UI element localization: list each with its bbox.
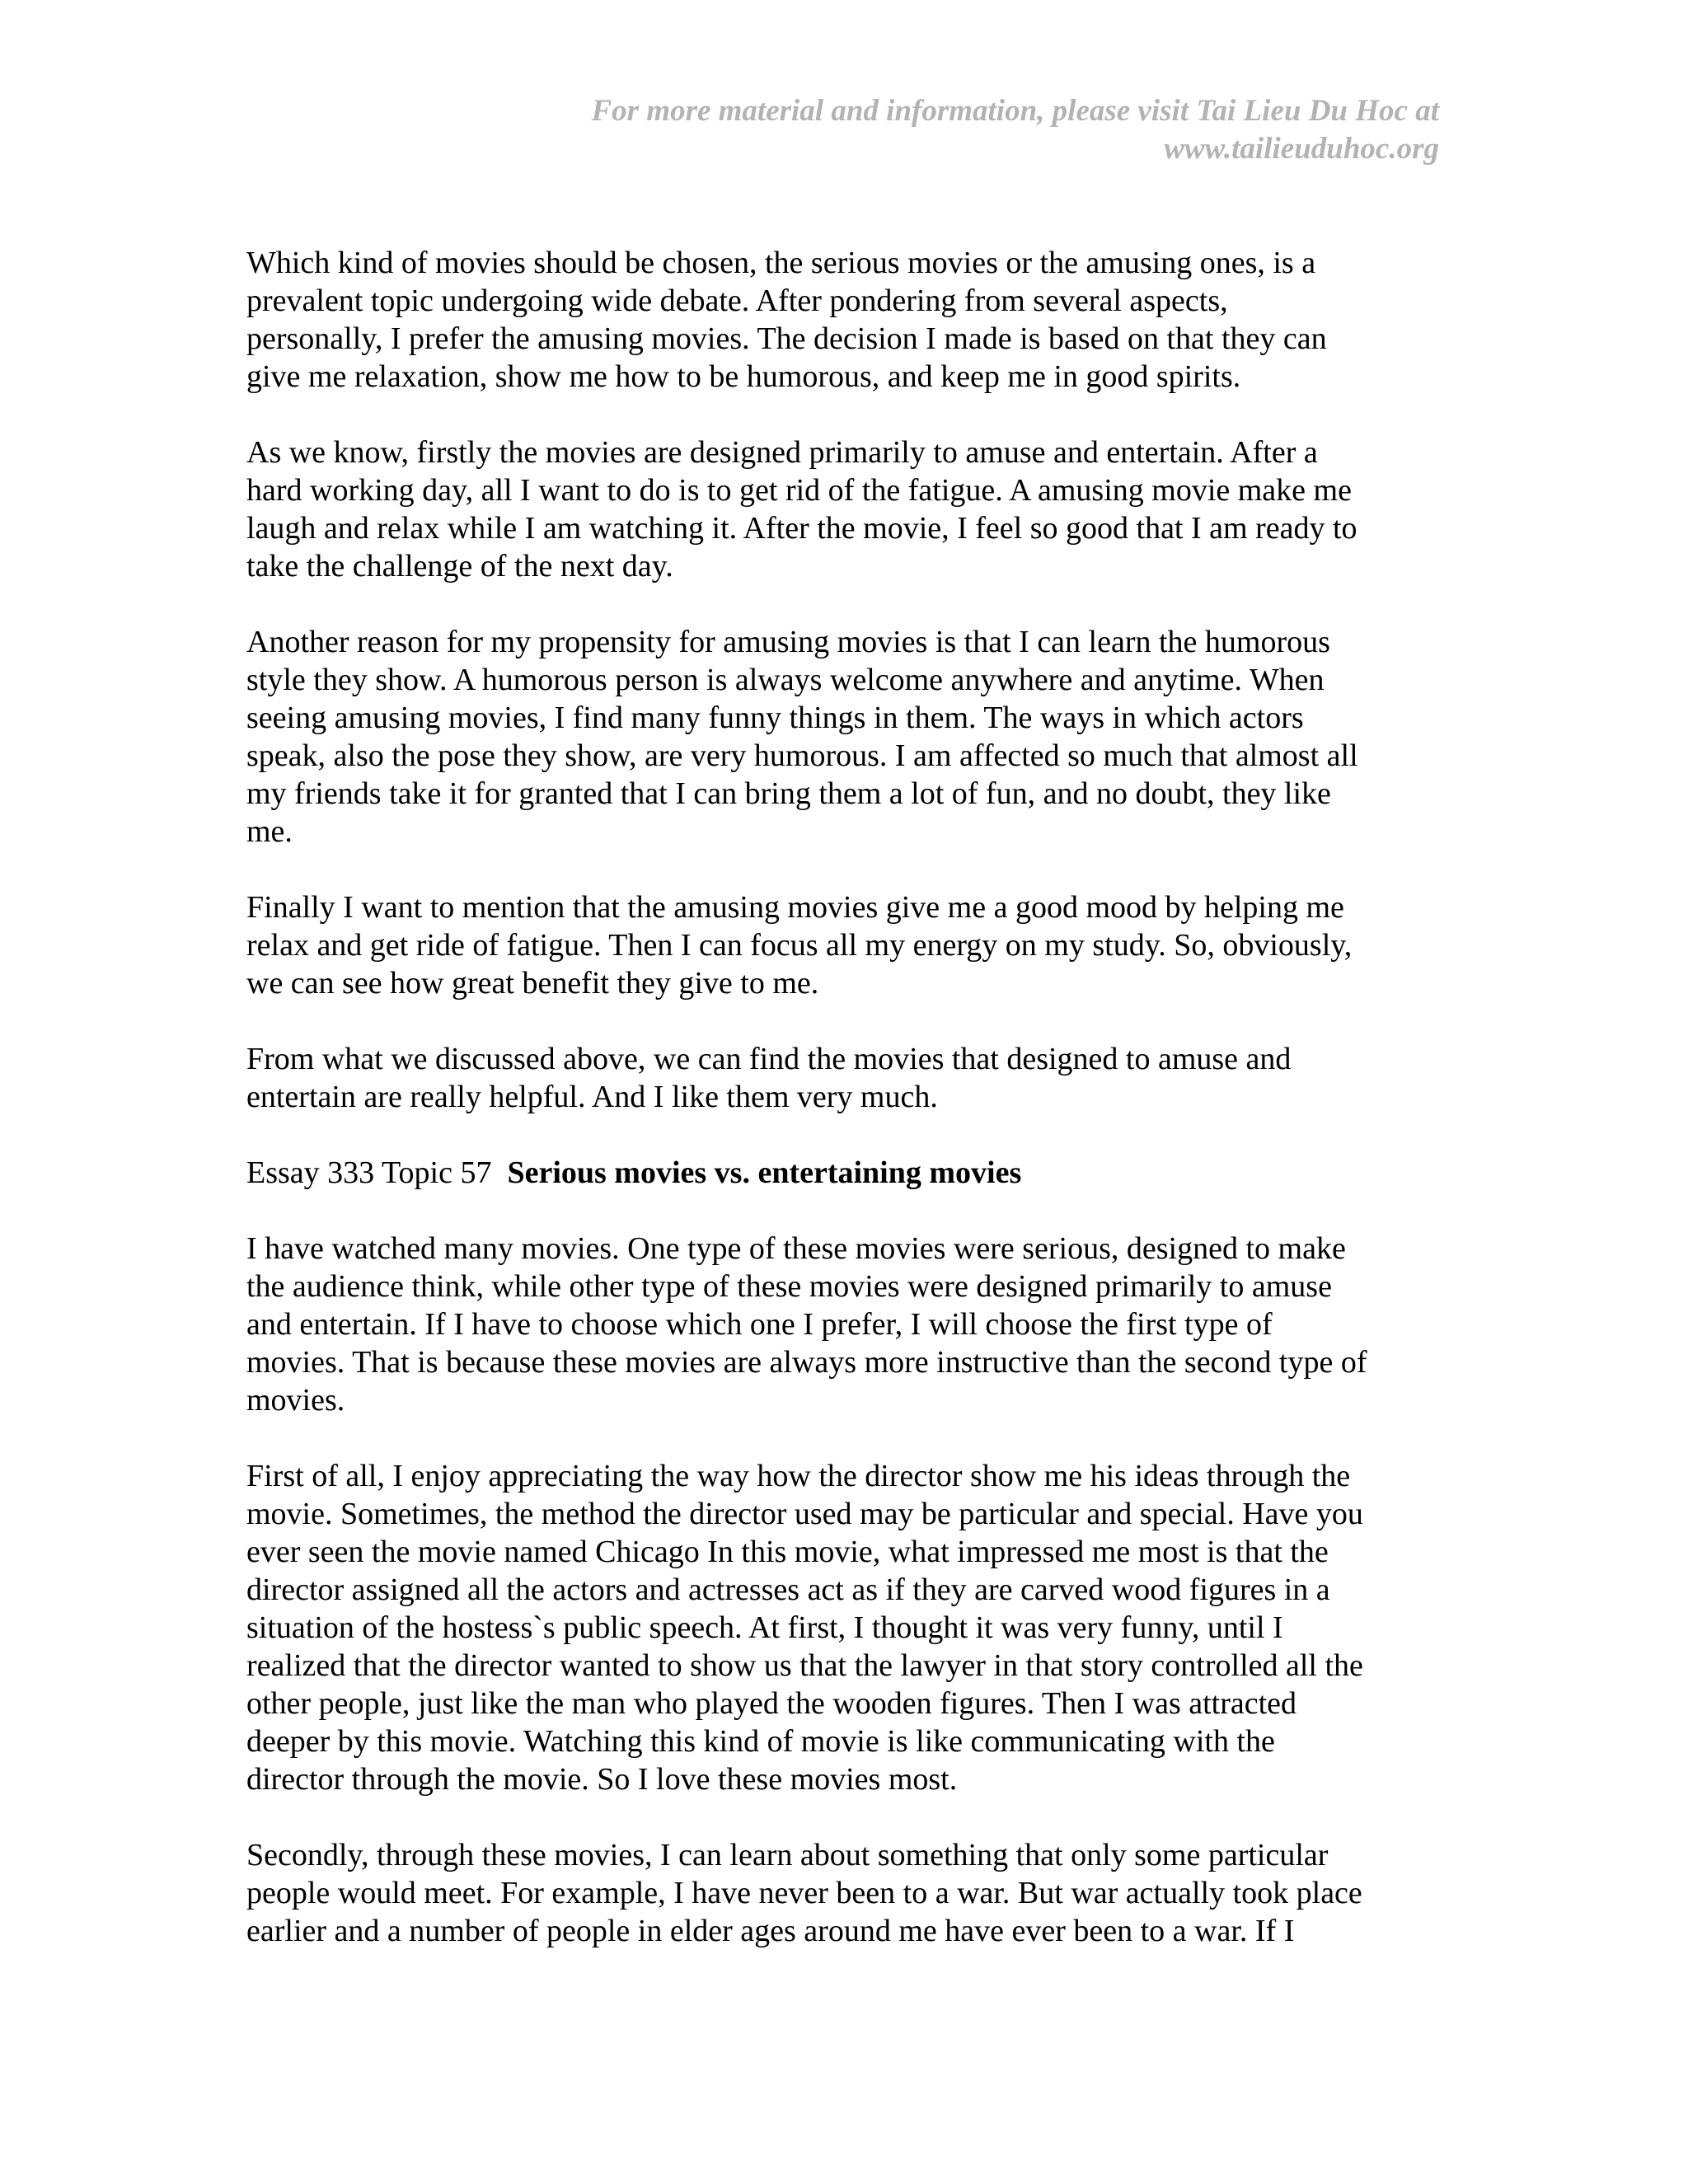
text-line: other people, just like the man who played the wooden figures. Then I was attracted bbox=[246, 1686, 1297, 1721]
text-line: Finally I want to mention that the amusing movies give me a good mood by helping me bbox=[246, 890, 1344, 925]
essay-body bbox=[246, 244, 1466, 1988]
paragraph-conclusion bbox=[246, 1040, 1466, 1116]
text-line: director assigned all the actors and actresses act as if they are carved wood figures in a bbox=[246, 1572, 1330, 1607]
text-line: First of all, I enjoy appreciating the way how the director show me his ideas through the bbox=[246, 1459, 1351, 1493]
essay-topic-title: Serious movies vs. entertaining movies bbox=[507, 1155, 1022, 1190]
text-line: From what we discussed above, we can find the movies that designed to amuse and bbox=[246, 1042, 1292, 1076]
text-line: prevalent topic undergoing wide debate. After pondering from several aspects, bbox=[246, 284, 1228, 318]
text-line: movie. Sometimes, the method the director used may be particular and special. Have you bbox=[246, 1497, 1363, 1531]
text-line: people would meet. For example, I have never been to a war. But war actually took place bbox=[246, 1876, 1362, 1910]
text-line: personally, I prefer the amusing movies. The decision I made is based on that they can bbox=[246, 321, 1327, 356]
text-line: we can see how great benefit they give to me. bbox=[246, 966, 819, 1001]
essay-number-label: Essay 333 Topic 57 bbox=[246, 1155, 492, 1190]
paragraph-essay-first bbox=[246, 1457, 1466, 1798]
text-line: speak, also the pose they show, are very humorous. I am affected so much that almost all bbox=[246, 738, 1358, 773]
text-line: Another reason for my propensity for amusing movies is that I can learn the humorous bbox=[246, 625, 1330, 659]
page-header bbox=[368, 92, 1439, 168]
text-line: ever seen the movie named Chicago In this movie, what impressed me most is that the bbox=[246, 1535, 1329, 1569]
header-url: www.tailieuduhoc.org bbox=[1164, 132, 1439, 166]
text-line: take the challenge of the next day. bbox=[246, 549, 673, 583]
text-line: seeing amusing movies, I find many funny things in them. The ways in which actors bbox=[246, 701, 1304, 735]
text-line: Secondly, through these movies, I can learn about something that only some particular bbox=[246, 1838, 1329, 1872]
text-line: and entertain. If I have to choose which one I prefer, I will choose the first type of bbox=[246, 1307, 1273, 1342]
text-line: style they show. A humorous person is always welcome anywhere and anytime. When bbox=[246, 663, 1325, 697]
text-line: deeper by this movie. Watching this kind of movie is like communicating with the bbox=[246, 1724, 1275, 1759]
text-line: movies. bbox=[246, 1383, 345, 1418]
text-line: relax and get ride of fatigue. Then I can focus all my energy on my study. So, obviously, bbox=[246, 928, 1353, 963]
header-line: For more material and information, please visit Tai Lieu Du Hoc at bbox=[591, 94, 1439, 128]
paragraph-second-reason bbox=[246, 623, 1466, 851]
text-line: hard working day, all I want to do is to get rid of the fatigue. A amusing movie make me bbox=[246, 473, 1352, 508]
text-line: entertain are really helpful. And I like them very much. bbox=[246, 1080, 938, 1114]
text-line: me. bbox=[246, 814, 293, 849]
text-line: laugh and relax while I am watching it. After the movie, I feel so good that I am ready to bbox=[246, 511, 1357, 546]
paragraph-essay-second bbox=[246, 1836, 1466, 1950]
text-line: the audience think, while other type of these movies were designed primarily to amuse bbox=[246, 1269, 1332, 1304]
paragraph-essay-intro bbox=[246, 1230, 1466, 1419]
essay-heading bbox=[246, 1154, 1466, 1192]
text-line: give me relaxation, show me how to be humorous, and keep me in good spirits. bbox=[246, 359, 1241, 394]
text-line: realized that the director wanted to show us that the lawyer in that story controlled all the bbox=[246, 1648, 1363, 1683]
text-line: Which kind of movies should be chosen, the serious movies or the amusing ones, is a bbox=[246, 246, 1316, 280]
text-line: movies. That is because these movies are always more instructive than the second type of bbox=[246, 1345, 1367, 1380]
paragraph-intro bbox=[246, 244, 1466, 396]
text-line: earlier and a number of people in elder ages around me have ever been to a war. If I bbox=[246, 1914, 1295, 1948]
text-line: I have watched many movies. One type of these movies were serious, designed to make bbox=[246, 1231, 1346, 1266]
text-line: director through the movie. So I love these movies most. bbox=[246, 1762, 958, 1797]
paragraph-first-reason bbox=[246, 434, 1466, 585]
text-line: situation of the hostess`s public speech. At first, I thought it was very funny, until I bbox=[246, 1610, 1283, 1645]
text-line: my friends take it for granted that I can bring them a lot of fun, and no doubt, they like bbox=[246, 776, 1331, 811]
text-line: As we know, firstly the movies are designed primarily to amuse and entertain. After a bbox=[246, 435, 1318, 470]
paragraph-third-reason bbox=[246, 888, 1466, 1002]
